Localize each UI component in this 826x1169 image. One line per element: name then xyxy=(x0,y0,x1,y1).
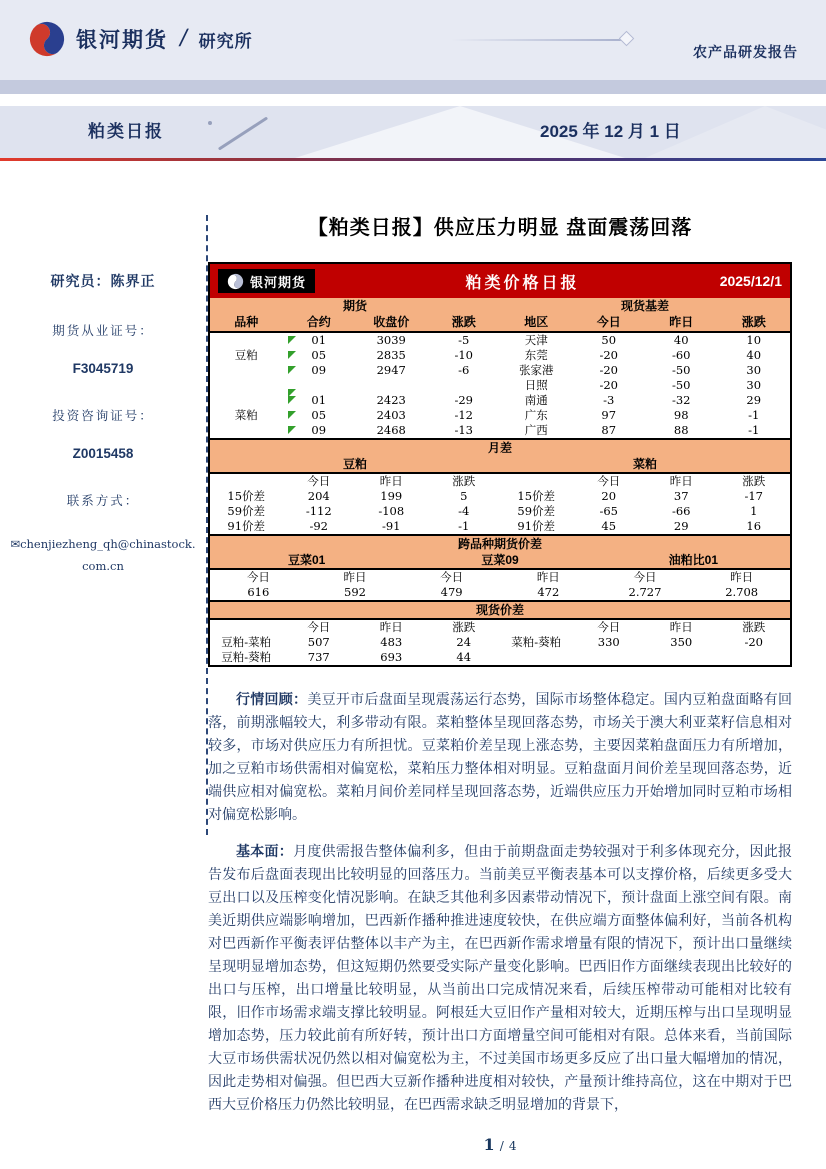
comment-marker-icon xyxy=(288,351,296,359)
table-cell: 豆粕-菜粕 xyxy=(221,635,272,649)
comment-marker-icon xyxy=(288,396,296,404)
column-header-row xyxy=(210,314,790,331)
table-cell: 01 xyxy=(283,393,356,408)
brand-slash: / xyxy=(177,25,190,52)
table-cell: -20 xyxy=(599,348,619,362)
table-row xyxy=(210,333,790,348)
table-cell: -1 xyxy=(748,423,760,437)
table-cell: 涨跌 xyxy=(452,474,476,488)
table-cell: 菜粕 xyxy=(234,408,258,422)
table-cell: 2.727 xyxy=(628,585,662,599)
table-cell: 91价差 xyxy=(517,519,556,533)
spot-band-group xyxy=(210,600,790,620)
header-decoration-line xyxy=(451,39,621,41)
email-icon: ✉ xyxy=(10,537,21,551)
report-date: 2025 年 12 月 1 日 xyxy=(540,122,681,141)
month-diff-rows xyxy=(210,474,790,534)
table-cell: 30 xyxy=(746,378,762,392)
table-cell: 3039 xyxy=(376,333,406,347)
table-cell: 29 xyxy=(673,519,689,533)
sidebar xyxy=(0,161,206,578)
table-head-group xyxy=(210,298,790,333)
report-banner xyxy=(0,106,826,161)
table-cell: -10 xyxy=(454,348,474,362)
table-cell: 昨日 xyxy=(379,474,403,488)
table-cell: -112 xyxy=(305,504,332,518)
table-cell: 涨跌 xyxy=(742,620,766,634)
table-cell: 涨跌 xyxy=(452,620,476,634)
table-cell: 2835 xyxy=(376,348,406,362)
month-diff-groups-band xyxy=(210,456,790,472)
cross-rows xyxy=(210,570,790,600)
galaxy-logo-icon xyxy=(28,20,66,58)
table-cell: 广东 xyxy=(524,408,548,422)
table-cell: 2403 xyxy=(376,408,406,422)
header-divider-strip xyxy=(0,80,826,94)
table-cell: 今日 xyxy=(246,570,270,584)
spot-section-label: 现货价差 xyxy=(210,602,790,618)
table-cell: 2947 xyxy=(376,363,406,377)
report-name: 粕类日报 xyxy=(88,122,164,141)
table-cell: -29 xyxy=(454,393,474,407)
table-brand-name: 银河期货 xyxy=(250,274,307,290)
table-cell: 今日 xyxy=(596,315,621,329)
cross-groups-band xyxy=(210,552,790,568)
table-cell: 479 xyxy=(440,585,463,599)
advisory-license-label: 投资咨询证号： xyxy=(52,408,154,423)
table-cell: 日照 xyxy=(524,378,548,392)
table-row xyxy=(210,378,790,393)
contact-label: 联系方式： xyxy=(66,493,140,508)
table-row xyxy=(210,635,790,650)
main-column xyxy=(208,161,792,1154)
table-cell: 广西 xyxy=(524,423,548,437)
table-cell: 今日 xyxy=(440,570,464,584)
futures-license-number: F3045719 xyxy=(72,361,134,376)
table-cell: 5 xyxy=(460,489,468,503)
table-row xyxy=(210,570,790,585)
table-cell: 88 xyxy=(673,423,689,437)
table-cell: 昨日 xyxy=(730,570,754,584)
table-cell: 737 xyxy=(307,650,330,664)
table-cell: 30 xyxy=(746,363,762,377)
table-cell: -65 xyxy=(599,504,619,518)
table-cell: 张家港 xyxy=(519,363,554,377)
table-row xyxy=(210,314,790,331)
basis-section-label: 现货基差 xyxy=(620,299,669,313)
table-cell: 24 xyxy=(456,635,472,649)
table-cell: 昨日 xyxy=(379,620,403,634)
table-cell: 97 xyxy=(601,408,617,422)
page-current: 1 xyxy=(483,1135,495,1154)
comment-marker-icon xyxy=(288,411,296,419)
table-cell: 地区 xyxy=(524,315,549,329)
month-diff-band-group xyxy=(210,438,790,474)
futures-section-label: 期货 xyxy=(342,299,367,313)
month-diff-section-label: 月差 xyxy=(210,440,790,456)
table-cell: -5 xyxy=(458,333,470,347)
table-cell: 330 xyxy=(597,635,620,649)
fundamentals-label: 基本面： xyxy=(236,844,294,860)
table-cell: 693 xyxy=(380,650,403,664)
table-cell: 15价差 xyxy=(517,489,556,503)
market-review-paragraph xyxy=(208,689,792,827)
galaxy-logo-icon xyxy=(227,273,244,290)
table-cell: 37 xyxy=(673,489,689,503)
brand xyxy=(28,20,253,58)
table-cell: -20 xyxy=(599,363,619,377)
table-cell: -32 xyxy=(671,393,691,407)
table-cell: -50 xyxy=(671,378,691,392)
table-cell: 87 xyxy=(601,423,617,437)
futures-license-label: 期货从业证号： xyxy=(52,323,154,338)
table-cell: 616 xyxy=(247,585,270,599)
table-header-bar xyxy=(210,264,790,298)
table-cell: 15价差 xyxy=(227,489,266,503)
table-row xyxy=(210,650,790,665)
table-cell: 品种 xyxy=(234,315,259,329)
report-category: 农产品研发报告 xyxy=(693,44,798,60)
cross-group-soyrape09: 豆菜09 xyxy=(481,553,519,567)
table-cell: 472 xyxy=(537,585,560,599)
top-header xyxy=(0,0,826,80)
table-cell: 涨跌 xyxy=(741,315,766,329)
brand-name: 银河期货 xyxy=(76,29,168,52)
table-cell: 豆粕 xyxy=(234,348,258,362)
table-cell: 豆粕-葵粕 xyxy=(221,650,272,664)
table-cell: 483 xyxy=(380,635,403,649)
table-row xyxy=(210,585,790,600)
advisory-license-number: Z0015458 xyxy=(72,446,134,461)
table-cell: 涨跌 xyxy=(742,474,766,488)
table-cell: 10 xyxy=(746,333,762,347)
table-cell: 昨日 xyxy=(669,620,693,634)
table-cell: 09 xyxy=(283,363,356,378)
cross-section-label: 跨品种期货价差 xyxy=(210,536,790,552)
table-cell: -4 xyxy=(458,504,470,518)
table-cell: 昨日 xyxy=(536,570,560,584)
table-cell: 2423 xyxy=(376,393,406,407)
table-row xyxy=(210,504,790,519)
pencil-watermark-icon xyxy=(218,116,268,150)
table-cell: 收盘价 xyxy=(373,315,410,329)
table-cell: -6 xyxy=(458,363,470,377)
table-cell: -92 xyxy=(309,519,329,533)
table-cell: 350 xyxy=(670,635,693,649)
table-cell: 16 xyxy=(746,519,762,533)
contact-email xyxy=(0,533,206,578)
table-cell: 199 xyxy=(380,489,403,503)
table-cell: -50 xyxy=(671,363,691,377)
table-cell: -3 xyxy=(603,393,615,407)
table-cell: 昨日 xyxy=(669,474,693,488)
page-total: 4 xyxy=(508,1139,517,1153)
table-cell: 59价差 xyxy=(227,504,266,518)
table-row xyxy=(210,489,790,504)
fundamentals-text: 月度供需报告整体偏利多，但由于前期盘面走势较强对于利多体现充分，因此报告发布后盘面表现出比较明显的回落压力。当前美豆平衡表基本可以支撑价格，后续更多受大豆出口以及压榨变化情况影响。在缺乏其他利多因素带动情况下，预计盘面上涨空间有限。南美近期供应端影响增加，巴西新作播种推进速度较快，在供应端方面整体偏利好，当前各机构对巴西新作平衡表评估整体以丰产为主，在巴西新作需求增量有限的情况下，预计出口量继续呈现明显增加态势，但这短期仍然要受实际产量变化影响。巴西旧作方面继续表现出比较好的出口与压榨，出口增量比较明显，从当前出口完成情况来看，后续压榨带动可能相对比较有限，旧作市场需求端支撑比较明显。阿根廷大豆旧作产量相对较大，近期压榨与出口呈现明显增加态势，压力较此前有所好转，预计出口方面增量空间可能相对有限。总体来看，当前国际大豆市场供需状况仍然以相对偏宽松为主，不过美国市场更多反应了出口量大幅增加的情况，因此走势相对偏强。但巴西大豆新作播种进度相对较快，产量预计维持高位，这在中期对于巴西大豆价格压力仍然比较明显，在巴西需求缺乏明显增加的背景下， xyxy=(208,844,793,1113)
month-diff-group-soymeal: 豆粕 xyxy=(342,457,367,471)
cross-band-group xyxy=(210,534,790,570)
header-gap xyxy=(0,94,826,106)
table-cell: 09 xyxy=(283,423,356,438)
table-cell: 20 xyxy=(601,489,617,503)
page-number xyxy=(208,1135,792,1154)
table-cell: 今日 xyxy=(307,620,331,634)
table-cell: 204 xyxy=(307,489,330,503)
table-cell: -13 xyxy=(454,423,474,437)
spot-rows xyxy=(210,620,790,665)
table-cell: -108 xyxy=(378,504,405,518)
table-row xyxy=(210,620,790,635)
table-cell: -66 xyxy=(671,504,691,518)
table-cell: -1 xyxy=(748,408,760,422)
page-title: 【粕类日报】供应压力明显 盘面震荡回落 xyxy=(307,217,693,239)
page-separator: / xyxy=(499,1139,504,1153)
comment-marker-icon xyxy=(288,426,296,434)
futures-rows xyxy=(210,333,790,438)
table-cell: 40 xyxy=(673,333,689,347)
table-cell: 44 xyxy=(456,650,472,664)
table-row xyxy=(210,474,790,489)
table-cell: 592 xyxy=(344,585,366,599)
table-row xyxy=(210,423,790,438)
comment-marker-icon xyxy=(288,336,296,344)
table-cell: 今日 xyxy=(307,474,331,488)
month-diff-group-rapemeal: 菜粕 xyxy=(632,457,657,471)
diamond-icon xyxy=(619,31,635,47)
table-cell: -20 xyxy=(744,635,764,649)
table-row xyxy=(210,393,790,408)
content-area xyxy=(0,161,826,1169)
table-cell: -12 xyxy=(454,408,474,422)
section-band-futures-basis xyxy=(210,298,790,314)
table-row xyxy=(210,363,790,378)
table-cell: 40 xyxy=(746,348,762,362)
table-cell: 50 xyxy=(601,333,617,347)
cross-group-soyrape01: 豆菜01 xyxy=(287,553,326,567)
table-cell: 今日 xyxy=(633,570,657,584)
table-cell: 1 xyxy=(750,504,758,518)
email-link[interactable]: chenjiezheng_qh@chinastock.com.cn xyxy=(20,537,196,574)
table-date: 2025/12/1 xyxy=(719,273,782,289)
table-cell: 今日 xyxy=(597,474,621,488)
table-cell: 2468 xyxy=(376,423,406,437)
table-cell: 507 xyxy=(307,635,330,649)
table-cell: 东莞 xyxy=(524,348,548,362)
pencil-watermark-dot xyxy=(208,121,212,125)
table-cell: -1 xyxy=(458,519,470,533)
table-cell: 昨日 xyxy=(343,570,367,584)
table-row xyxy=(210,408,790,423)
table-row xyxy=(210,519,790,534)
table-brand-logo xyxy=(218,269,315,293)
table-cell: 2.708 xyxy=(725,585,759,599)
table-cell: 菜粕-葵粕 xyxy=(511,635,562,649)
table-cell: 01 xyxy=(283,333,356,348)
table-cell: 91价差 xyxy=(227,519,266,533)
table-cell: 今日 xyxy=(597,620,621,634)
table-cell: 05 xyxy=(283,348,356,363)
table-cell: -91 xyxy=(381,519,401,533)
table-cell: 天津 xyxy=(524,333,548,347)
cross-group-oilmealratio01: 油粕比01 xyxy=(668,553,718,567)
table-cell: 45 xyxy=(601,519,617,533)
researcher-name: 研究员：陈界正 xyxy=(50,274,156,290)
table-cell: 59价差 xyxy=(517,504,556,518)
market-review-text: 美豆开市后盘面呈现震荡运行态势，国际市场整体稳定。国内豆粕盘面略有回落，前期涨幅较大，利多带动有限。菜粕整体呈现回落态势，市场关于澳大利亚菜籽信息相对较多，市场对供应压力有所担忧。豆菜粕价差呈现上涨态势，主要因菜粕盘面压力有所增加，加之豆粕市场供需相对偏宽松，菜粕压力整体相对明显。豆粕盘面月间价差呈现回落态势，近端供应相对偏宽松。菜粕月间价差同样呈现回落态势，近端供应压力开始增加同时豆粕市场相对偏宽松影响。 xyxy=(208,692,793,823)
comment-marker-icon xyxy=(288,366,296,374)
table-cell: 南通 xyxy=(524,393,548,407)
table-cell: -17 xyxy=(744,489,764,503)
market-review-label: 行情回顾： xyxy=(236,692,308,708)
table-row xyxy=(210,348,790,363)
table-cell: 昨日 xyxy=(669,315,694,329)
table-cell: -20 xyxy=(599,378,619,392)
table-title: 粕类价格日报 xyxy=(465,274,580,292)
table-cell: -60 xyxy=(671,348,691,362)
price-table xyxy=(208,262,792,667)
fundamentals-paragraph xyxy=(208,841,792,1117)
table-cell: 98 xyxy=(673,408,689,422)
brand-division: 研究所 xyxy=(198,31,253,51)
table-cell: 05 xyxy=(283,408,356,423)
table-cell: 合约 xyxy=(306,315,331,329)
table-cell: 29 xyxy=(746,393,762,407)
table-cell: 涨跌 xyxy=(451,315,476,329)
